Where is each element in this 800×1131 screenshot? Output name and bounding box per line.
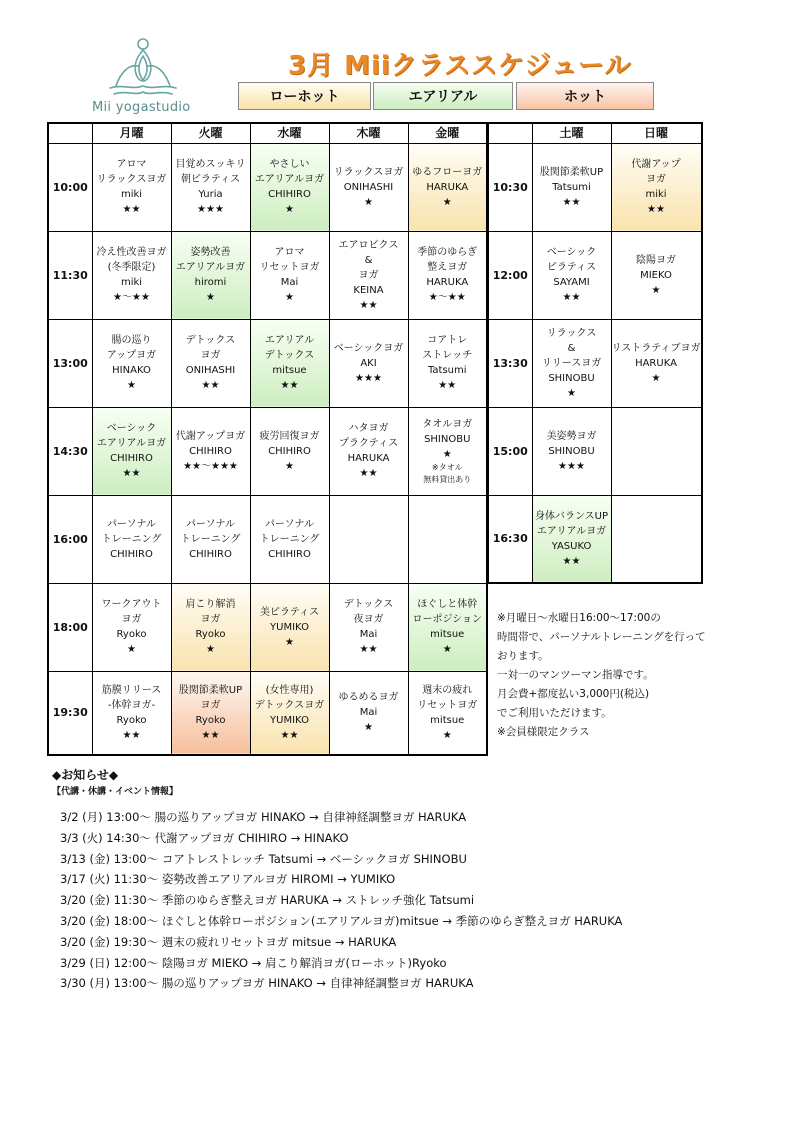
- class-line: ★★★: [355, 372, 382, 384]
- time-slot: 16:30: [488, 495, 532, 583]
- wk-day-header: 火曜: [171, 123, 250, 143]
- note-line: でご利用いただけます。: [497, 707, 612, 719]
- class-line: ★: [442, 644, 452, 655]
- class-line: ★★: [201, 380, 220, 391]
- notice-item: 3/20 (金) 18:00〜 ほぐしと体幹ローポジション(エアリアルヨガ)mitsue → 季節のゆらぎ整えヨガ HARUKA: [60, 913, 623, 928]
- class-footnote: ※タオル: [431, 462, 463, 472]
- class-line: ハタヨガ: [348, 423, 389, 434]
- class-cell: [171, 583, 250, 671]
- class-line: mitsue: [272, 365, 307, 376]
- we-day-header: 日曜: [611, 123, 702, 143]
- class-line: ONIHASHI: [343, 181, 394, 193]
- class-line: 代謝アップヨガ: [175, 430, 246, 442]
- class-line: SHINOBU: [548, 445, 595, 457]
- class-line: ★: [285, 292, 294, 303]
- class-line: ONIHASHI: [185, 365, 236, 376]
- class-line: 美姿勢ヨガ: [546, 430, 597, 442]
- class-cell: [408, 319, 487, 407]
- wk-day-header: 金曜: [408, 123, 487, 143]
- class-line: ベーシックヨガ: [333, 342, 404, 354]
- class-line: ベーシック: [546, 247, 597, 258]
- class-line: ほぐしと体幹: [417, 599, 478, 610]
- class-line: ゆるフローヨガ: [412, 166, 483, 178]
- class-cell: [611, 231, 702, 319]
- class-cell: [532, 231, 611, 319]
- class-line: ヨガ: [121, 614, 142, 625]
- class-line: SAYAMI: [553, 277, 590, 288]
- class-line: SHINOBU: [548, 372, 595, 384]
- class-line: トレーニング: [180, 533, 241, 545]
- empty-cell: [611, 407, 702, 495]
- personal-training-note: [497, 609, 707, 742]
- class-line: プラクティス: [338, 438, 399, 449]
- page-title: 3月 Miiクラススケジュール: [288, 51, 632, 81]
- class-line: ★: [285, 636, 294, 648]
- class-line: リセットヨガ: [259, 262, 320, 273]
- class-line: 朝ピラティス: [180, 174, 241, 185]
- class-cell: [250, 671, 329, 755]
- note-line: ※月曜日〜水曜日16:00〜17:00の: [497, 612, 661, 624]
- weekday-schedule-table: [47, 122, 488, 756]
- class-line: ★: [651, 372, 661, 384]
- notice-item: 3/3 (火) 14:30〜 代謝アップヨガ CHIHIRO → HINAKO: [60, 830, 349, 845]
- class-line: ★〜★★: [113, 292, 150, 303]
- class-line: CHIHIRO: [268, 189, 311, 200]
- weekend-schedule-table: [487, 122, 703, 584]
- class-cell: [532, 407, 611, 495]
- notice-item: 3/20 (金) 11:30〜 季節のゆらぎ整えヨガ HARUKA → ストレッチ強化 Tatsumi: [60, 893, 475, 908]
- class-line: ★★: [280, 729, 299, 741]
- class-cell: [171, 143, 250, 231]
- class-cell: [408, 231, 487, 319]
- class-line: タオルヨガ: [422, 418, 473, 430]
- notice-item: 3/29 (日) 12:00〜 陰陽ヨガ MIEKO → 肩こり解消ヨガ(ローホット)Ryoko: [60, 955, 447, 970]
- schedule-row: [488, 495, 702, 583]
- class-line: ★: [567, 387, 576, 399]
- class-line: 姿勢改善: [190, 247, 231, 258]
- class-line: ★★〜★★★: [183, 460, 238, 472]
- class-line: Ryoko: [116, 714, 147, 726]
- class-line: hiromi: [194, 277, 227, 288]
- class-line: 季節のゆらぎ: [417, 247, 478, 258]
- time-slot: 14:30: [48, 407, 92, 495]
- class-cell: [329, 407, 408, 495]
- time-slot: 12:00: [488, 231, 532, 319]
- class-cell: [408, 583, 487, 671]
- class-line: YASUKO: [551, 540, 592, 552]
- class-line: 夜ヨガ: [353, 614, 384, 625]
- class-line: Ryoko: [116, 629, 147, 640]
- class-line: エアリアルヨガ: [254, 174, 325, 185]
- class-cell: [250, 319, 329, 407]
- class-cell: [532, 495, 611, 583]
- class-line: ★★: [359, 299, 378, 311]
- class-cell: [92, 231, 171, 319]
- class-cell: [329, 583, 408, 671]
- schedule-row: [48, 231, 487, 319]
- class-line: Yuria: [198, 189, 223, 200]
- class-line: MIEKO: [640, 269, 672, 281]
- class-line: ★★: [122, 729, 141, 741]
- class-line: エアリアルヨガ: [175, 262, 246, 273]
- class-line: エアリアルヨガ: [96, 438, 167, 449]
- class-cell: [408, 671, 487, 755]
- class-line: ベーシック: [106, 423, 157, 434]
- legend-lowhot: ローホット: [238, 82, 371, 110]
- class-line: CHIHIRO: [110, 453, 153, 464]
- class-line: 身体バランスUP: [534, 510, 609, 522]
- class-footnote: 無料貸出あり: [423, 474, 472, 484]
- class-line: リラックスヨガ: [333, 166, 404, 178]
- empty-cell: [329, 495, 408, 583]
- wk-day-header: 水曜: [250, 123, 329, 143]
- class-line: ピラティス: [546, 262, 597, 273]
- empty-cell: [408, 495, 487, 583]
- class-line: ★: [442, 448, 452, 460]
- time-slot: 10:00: [48, 143, 92, 231]
- legend-aerial: エアリアル: [373, 82, 513, 110]
- schedule-row: [48, 319, 487, 407]
- time-slot: 10:30: [488, 143, 532, 231]
- class-line: miki: [120, 189, 143, 200]
- schedule-row: [488, 319, 702, 407]
- class-cell: [532, 319, 611, 407]
- time-slot: 18:00: [48, 583, 92, 671]
- time-slot: 19:30: [48, 671, 92, 755]
- logo-text: Mii yogastudio: [92, 100, 191, 115]
- class-line: 冷え性改善ヨガ: [96, 247, 167, 258]
- class-line: ★★: [359, 468, 378, 479]
- class-line: デトックスヨガ: [254, 699, 325, 711]
- wk-day-header: 木曜: [329, 123, 408, 143]
- class-line: エアロビクス: [338, 239, 399, 251]
- class-line: エアリアルヨガ: [536, 525, 607, 537]
- class-cell: [250, 583, 329, 671]
- class-cell: [250, 407, 329, 495]
- class-line: リセットヨガ: [417, 699, 478, 711]
- class-line: リラックスヨガ: [96, 174, 167, 185]
- class-cell: [250, 495, 329, 583]
- class-cell: [329, 143, 408, 231]
- class-line: 股関節柔軟UP: [539, 166, 604, 178]
- notice-list: [60, 807, 622, 994]
- class-line: 腸の巡り: [111, 335, 152, 346]
- class-line: 陰陽ヨガ: [636, 254, 676, 266]
- class-cell: [92, 143, 171, 231]
- class-cell: [408, 407, 487, 495]
- class-line: HINAKO: [112, 365, 151, 376]
- schedule-row: [488, 231, 702, 319]
- class-line: mitsue: [430, 629, 465, 640]
- class-line: 筋膜リリース: [101, 684, 162, 696]
- class-line: ★: [442, 196, 452, 208]
- class-line: パーソナル: [264, 518, 315, 530]
- wk-header-corner: [48, 123, 92, 143]
- class-line: ヨガ: [646, 174, 666, 185]
- class-line: パーソナル: [106, 518, 157, 530]
- schedule-row: [48, 143, 487, 231]
- class-line: ★: [651, 284, 661, 296]
- empty-cell: [611, 495, 702, 583]
- class-line: ★: [127, 644, 136, 655]
- class-line: ★★: [359, 644, 378, 655]
- class-cell: [329, 231, 408, 319]
- class-line: ★★: [280, 380, 299, 391]
- time-slot: 15:00: [488, 407, 532, 495]
- schedule-row: [48, 407, 487, 495]
- class-line: デトックス: [343, 599, 394, 610]
- class-line: ★★★: [197, 204, 224, 215]
- class-line: ★〜★★: [428, 292, 466, 303]
- class-line: SHINOBU: [424, 433, 471, 445]
- class-line: ★: [285, 204, 294, 215]
- class-cell: [250, 143, 329, 231]
- class-cell: [92, 407, 171, 495]
- class-line: トレーニング: [259, 533, 320, 545]
- class-cell: [329, 671, 408, 755]
- class-line: miki: [120, 277, 143, 288]
- class-line: ★: [364, 722, 373, 734]
- class-line: KEINA: [353, 284, 384, 296]
- note-line: ※会員様限定クラス: [497, 726, 590, 738]
- class-line: CHIHIRO: [110, 548, 153, 560]
- time-slot: 13:30: [488, 319, 532, 407]
- class-line: -体幹ヨガ-: [107, 699, 156, 711]
- class-line: ストレッチ: [422, 350, 473, 361]
- schedule-row: [48, 671, 487, 755]
- class-line: ★★: [122, 468, 141, 479]
- class-cell: [611, 319, 702, 407]
- class-line: ★: [206, 292, 215, 303]
- class-cell: [171, 671, 250, 755]
- class-line: CHIHIRO: [189, 445, 232, 457]
- class-line: Mai: [359, 629, 378, 640]
- class-line: ★: [285, 460, 294, 472]
- class-line: ★: [364, 196, 373, 208]
- class-cell: [408, 143, 487, 231]
- class-line: パーソナル: [185, 518, 236, 530]
- class-line: YUMIKO: [270, 714, 309, 726]
- notice-item: 3/13 (金) 13:00〜 コアトレストレッチ Tatsumi → ベーシックヨガ SHINOBU: [60, 851, 467, 866]
- class-line: ワークアウト: [101, 599, 162, 610]
- class-line: アロマ: [274, 247, 305, 258]
- class-line: (女性専用): [265, 684, 314, 696]
- class-line: デトックス: [185, 335, 236, 346]
- class-line: Ryoko: [195, 629, 226, 640]
- class-line: ★: [127, 380, 136, 391]
- schedule-row: [488, 407, 702, 495]
- we-day-header: 土曜: [532, 123, 611, 143]
- class-line: HARUKA: [347, 453, 390, 464]
- note-line: 月会費+都度払い3,000円(税込): [497, 688, 650, 700]
- class-line: ★★: [438, 380, 457, 391]
- class-line: ヨガ: [200, 350, 221, 361]
- class-line: ★★: [201, 729, 220, 741]
- class-line: YUMIKO: [270, 621, 309, 633]
- class-line: ★: [442, 729, 452, 741]
- legend-hot: ホット: [516, 82, 654, 110]
- class-line: トレーニング: [101, 533, 162, 545]
- class-line: 目覚めスッキリ: [175, 159, 246, 170]
- class-line: コアトレ: [427, 335, 468, 346]
- class-line: HARUKA: [635, 357, 677, 369]
- class-line: Mai: [359, 707, 378, 719]
- class-cell: [611, 143, 702, 231]
- class-cell: [171, 231, 250, 319]
- class-line: AKI: [360, 357, 377, 369]
- class-cell: [171, 495, 250, 583]
- class-cell: [92, 583, 171, 671]
- class-line: HARUKA: [426, 277, 469, 288]
- schedule-row: [48, 583, 487, 671]
- class-cell: [329, 319, 408, 407]
- class-line: CHIHIRO: [189, 548, 232, 560]
- notice-heading: ◆お知らせ◆: [52, 768, 119, 782]
- schedule-row: [488, 143, 702, 231]
- notice-subheading: 【代講・休講・イベント情報】: [52, 787, 179, 797]
- class-line: 整えヨガ: [427, 262, 468, 273]
- class-line: &: [364, 254, 373, 266]
- class-line: ★★: [122, 204, 141, 215]
- class-line: ★★★: [558, 460, 585, 472]
- notice-item: 3/20 (金) 19:30〜 週末の疲れリセットヨガ mitsue → HARUKA: [60, 934, 397, 949]
- class-cell: [250, 231, 329, 319]
- class-line: ローポジション: [412, 614, 483, 625]
- wk-day-header: 月曜: [92, 123, 171, 143]
- class-line: 美ピラティス: [259, 606, 320, 618]
- schedule-row: [48, 495, 487, 583]
- class-line: Tatsumi: [427, 365, 467, 376]
- class-line: ヨガ: [200, 699, 221, 711]
- class-line: ★: [206, 644, 215, 655]
- time-slot: 11:30: [48, 231, 92, 319]
- class-line: アップヨガ: [106, 350, 157, 361]
- class-line: CHIHIRO: [268, 445, 311, 457]
- class-line: やさしい: [269, 159, 310, 170]
- class-line: ★★: [647, 204, 665, 215]
- class-line: ゆるめるヨガ: [338, 692, 399, 704]
- notice-item: 3/2 (月) 13:00〜 腸の巡りアップヨガ HINAKO → 自律神経調整ヨガ HARUKA: [60, 810, 467, 824]
- class-line: ★★: [562, 292, 581, 303]
- class-line: ★★: [562, 555, 581, 567]
- class-line: (冬季限定): [107, 262, 156, 273]
- time-slot: 13:00: [48, 319, 92, 407]
- class-line: mitsue: [430, 714, 465, 726]
- class-line: ヨガ: [200, 614, 221, 625]
- class-line: Ryoko: [195, 714, 226, 726]
- class-line: デトックス: [264, 350, 315, 361]
- class-line: リリースヨガ: [541, 357, 602, 369]
- note-line: 時間帯で、パーソナルトレーニングを行って: [497, 631, 706, 643]
- note-line: おります。: [497, 650, 549, 662]
- class-line: エアリアル: [264, 335, 315, 346]
- class-line: ヨガ: [358, 269, 379, 281]
- class-line: 代謝アップ: [631, 159, 681, 170]
- class-line: miki: [645, 189, 667, 200]
- class-line: HARUKA: [426, 181, 469, 193]
- class-line: 肩こり解消: [185, 599, 236, 610]
- class-cell: [92, 671, 171, 755]
- class-line: リストラティブヨガ: [611, 342, 701, 354]
- class-line: Tatsumi: [552, 181, 591, 193]
- class-cell: [171, 407, 250, 495]
- class-cell: [532, 143, 611, 231]
- class-line: 疲労回復ヨガ: [259, 430, 320, 442]
- class-line: アロマ: [116, 159, 147, 170]
- class-line: ★★: [562, 196, 581, 208]
- class-cell: [92, 319, 171, 407]
- class-line: リラックス: [546, 327, 597, 339]
- class-line: &: [567, 342, 576, 354]
- class-line: Mai: [280, 277, 299, 288]
- notice-item: 3/17 (火) 11:30〜 姿勢改善エアリアルヨガ HIROMI → YUMIKO: [60, 872, 396, 887]
- note-line: 一対一のマンツーマン指導です。: [497, 669, 654, 681]
- class-line: CHIHIRO: [268, 548, 311, 560]
- we-header-corner: [488, 123, 532, 143]
- time-slot: 16:00: [48, 495, 92, 583]
- class-line: 股関節柔軟UP: [178, 684, 243, 696]
- notice-item: 3/30 (月) 13:00〜 腸の巡りアップヨガ HINAKO → 自律神経調整ヨガ HARUKA: [60, 976, 474, 991]
- class-cell: [92, 495, 171, 583]
- class-line: 週末の疲れ: [422, 684, 473, 696]
- class-cell: [171, 319, 250, 407]
